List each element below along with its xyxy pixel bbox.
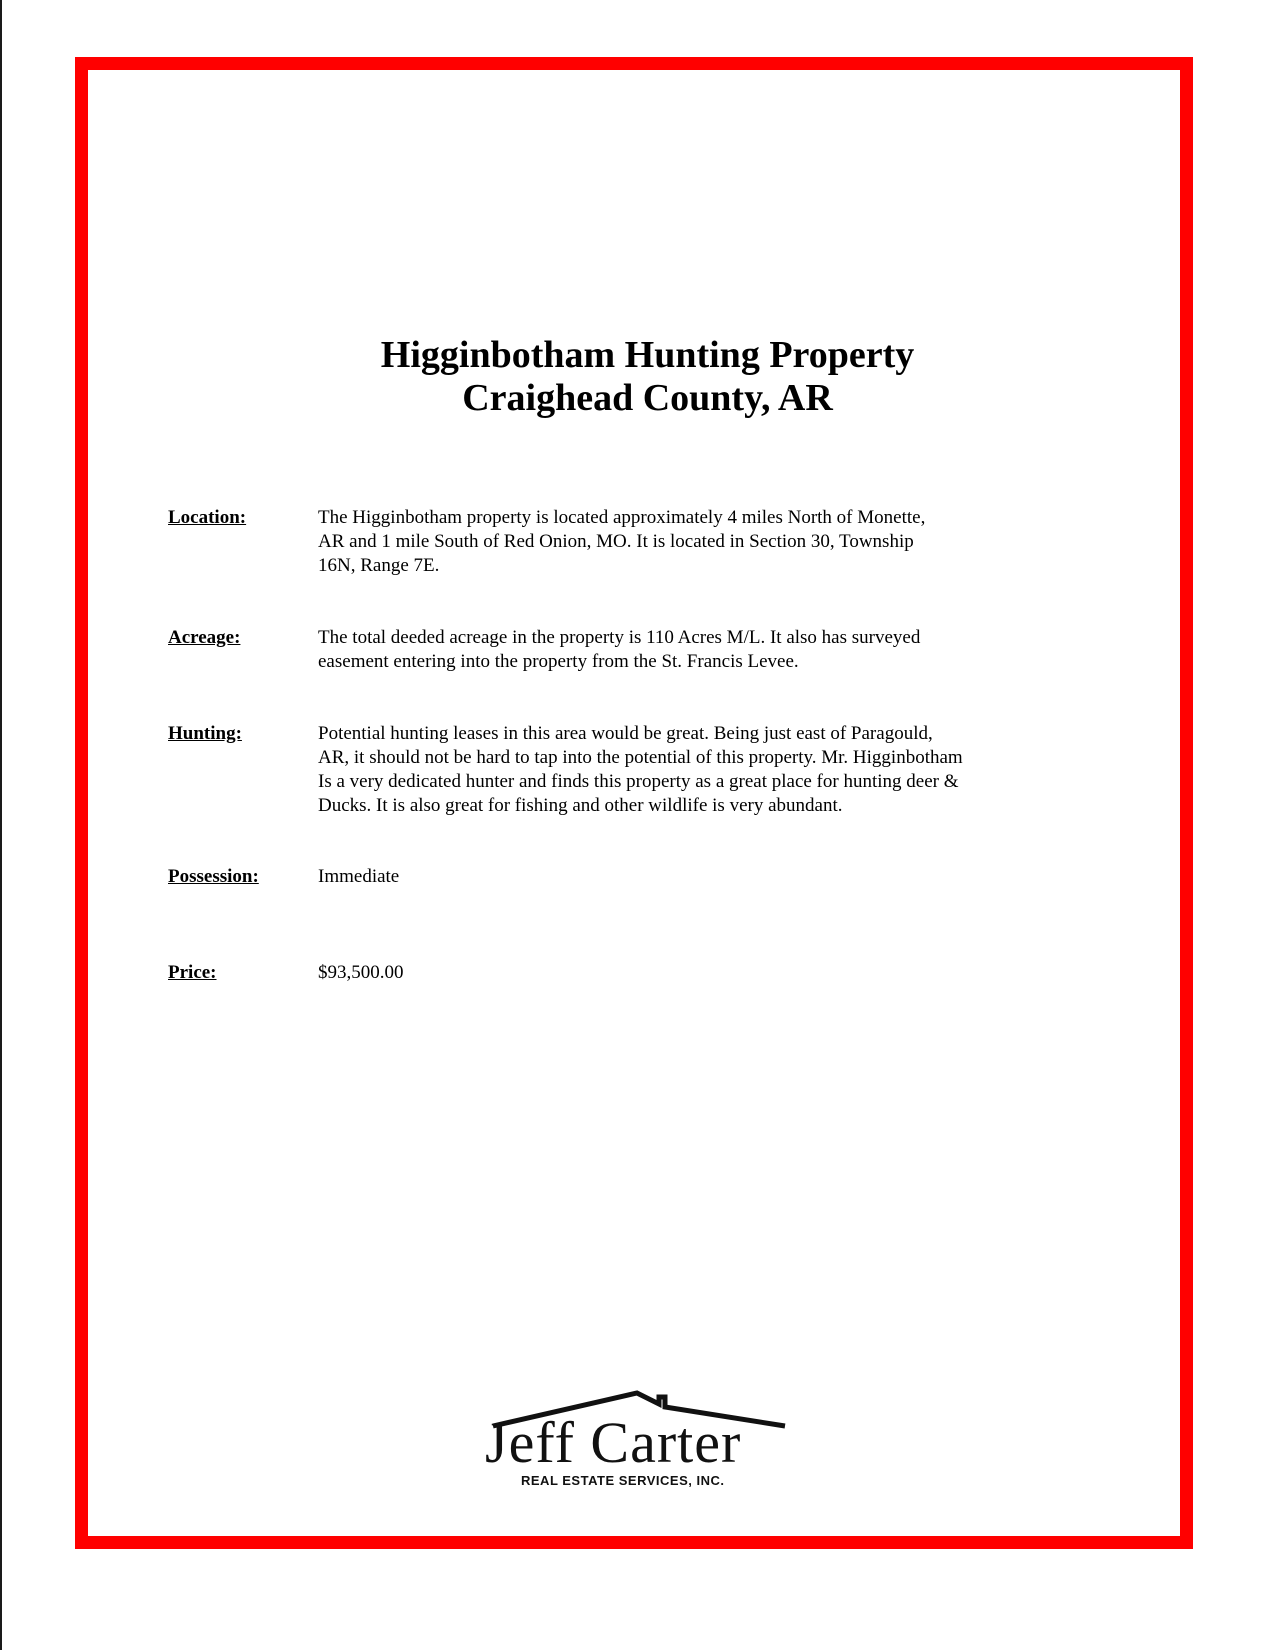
hunting-label: Hunting: bbox=[168, 723, 242, 744]
hunting-line: Potential hunting leases in this area would be great. Being just east of Paragould, bbox=[318, 723, 933, 744]
acreage-line: The total deeded acreage in the property is 110 Acres M/L. It also has surveyed bbox=[318, 627, 921, 648]
possession-label: Possession: bbox=[168, 866, 259, 887]
price-label: Price: bbox=[168, 962, 217, 983]
page-edge-rule bbox=[0, 0, 2, 1650]
hunting-text bbox=[318, 722, 1053, 818]
price-value: $93,500.00 bbox=[318, 962, 404, 983]
page-title: Higginbotham Hunting Property bbox=[380, 334, 915, 376]
location-text bbox=[318, 506, 1053, 578]
company-logo bbox=[485, 1390, 815, 1500]
acreage-text bbox=[318, 626, 1053, 674]
location-line: AR and 1 mile South of Red Onion, MO. It is located in Section 30, Township bbox=[318, 531, 914, 552]
location-line: 16N, Range 7E. bbox=[318, 555, 440, 576]
acreage-label: Acreage: bbox=[168, 627, 241, 648]
location-line: The Higginbotham property is located approximately 4 miles North of Monette, bbox=[318, 507, 926, 528]
possession-value: Immediate bbox=[318, 866, 400, 887]
acreage-line: easement entering into the property from the St. Francis Levee. bbox=[318, 651, 799, 672]
logo-name: Jeff Carter bbox=[485, 1410, 742, 1475]
hunting-line: AR, it should not be hard to tap into the potential of this property. Mr. Higginbotham bbox=[318, 747, 963, 768]
logo-tagline: REAL ESTATE SERVICES, INC. bbox=[521, 1473, 725, 1488]
hunting-line: Is a very dedicated hunter and finds this property as a great place for hunting deer & bbox=[318, 771, 959, 792]
page-subtitle: Craighead County, AR bbox=[462, 377, 833, 419]
location-label: Location: bbox=[168, 507, 247, 528]
hunting-line: Ducks. It is also great for fishing and other wildlife is very abundant. bbox=[318, 795, 843, 816]
